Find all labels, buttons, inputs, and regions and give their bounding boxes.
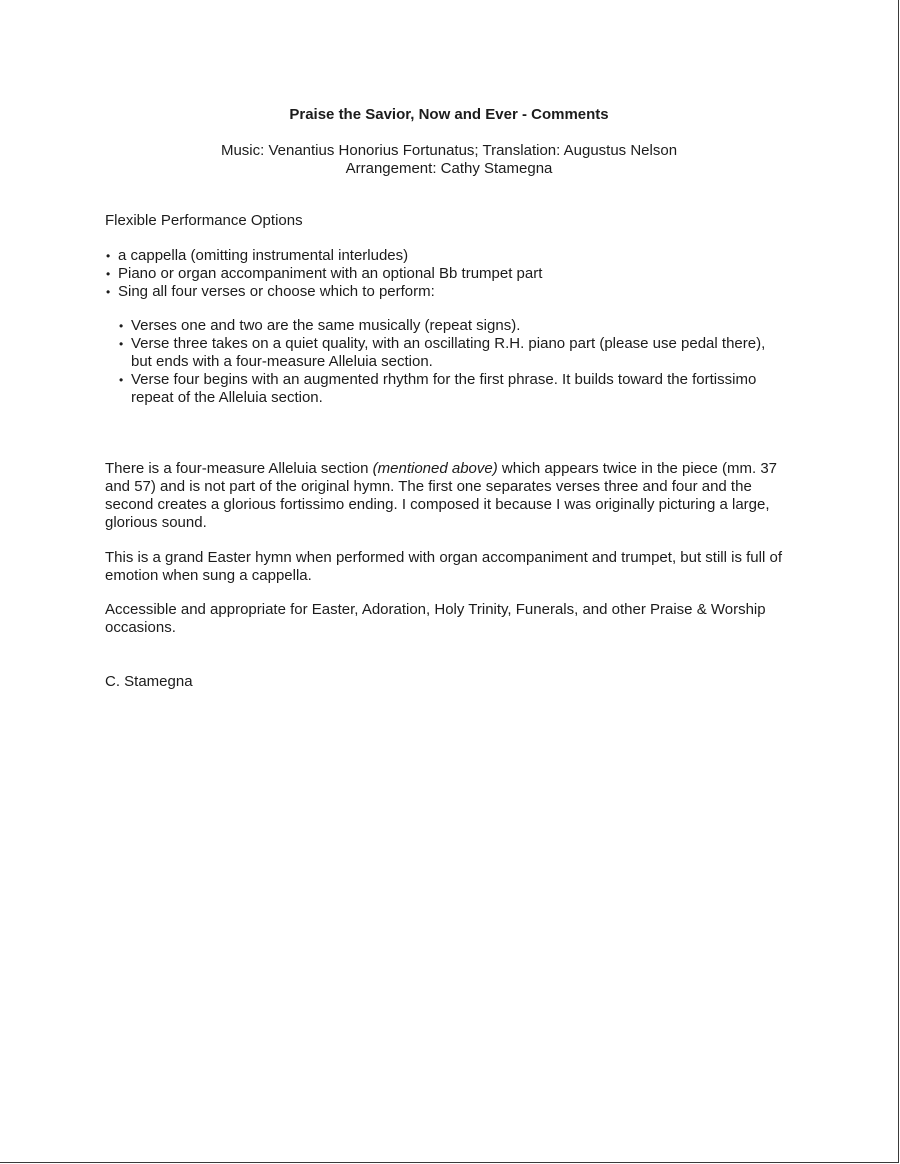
list-item: • a cappella (omitting instrumental interludes)	[105, 247, 805, 265]
credits-arrangement: Arrangement: Cathy Stamegna	[345, 160, 553, 177]
paragraph-alleluia	[105, 460, 795, 532]
list-item: • Piano or organ accompaniment with an optional Bb trumpet part	[105, 265, 805, 283]
paragraph-occasions: Accessible and appropriate for Easter, Adoration, Holy Trinity, Funerals, and other Praise & Worship occasions.	[105, 601, 766, 636]
document-title: Praise the Savior, Now and Ever - Comments	[289, 106, 609, 123]
paragraph-text: There is a four-measure Alleluia section	[105, 460, 373, 477]
paragraph-easter-hymn: This is a grand Easter hymn when performed with organ accompaniment and trumpet, but still is full of emotion when sung a cappella.	[105, 549, 782, 584]
signature: C. Stamegna	[105, 673, 193, 690]
paragraph-italic-text: (mentioned above)	[372, 460, 498, 477]
verse-options-list	[118, 317, 778, 407]
list-item: • Verse three takes on a quiet quality, with an oscillating R.H. piano part (please use pedal there), but ends with a four-measure Alleluia section.	[118, 335, 778, 371]
list-item: • Sing all four verses or choose which to perform:	[105, 283, 805, 301]
list-item: • Verse four begins with an augmented rhythm for the first phrase. It builds toward the fortissimo repeat of the Alleluia section.	[118, 371, 778, 407]
credits	[0, 142, 898, 178]
credits-music-translation: Music: Venantius Honorius Fortunatus; Translation: Augustus Nelson	[220, 142, 678, 159]
performance-options-list	[105, 247, 805, 301]
list-item: • Verses one and two are the same musically (repeat signs).	[118, 317, 778, 335]
section-heading: Flexible Performance Options	[105, 212, 303, 229]
paragraph-text: which appears twice in the piece (mm. 37 and 57) and is not part of the original hymn. The first one separates verses three and four and the second creates a glorious fortissimo ending. I composed it because I was originally picturing a large, glorious sound.	[105, 460, 778, 531]
